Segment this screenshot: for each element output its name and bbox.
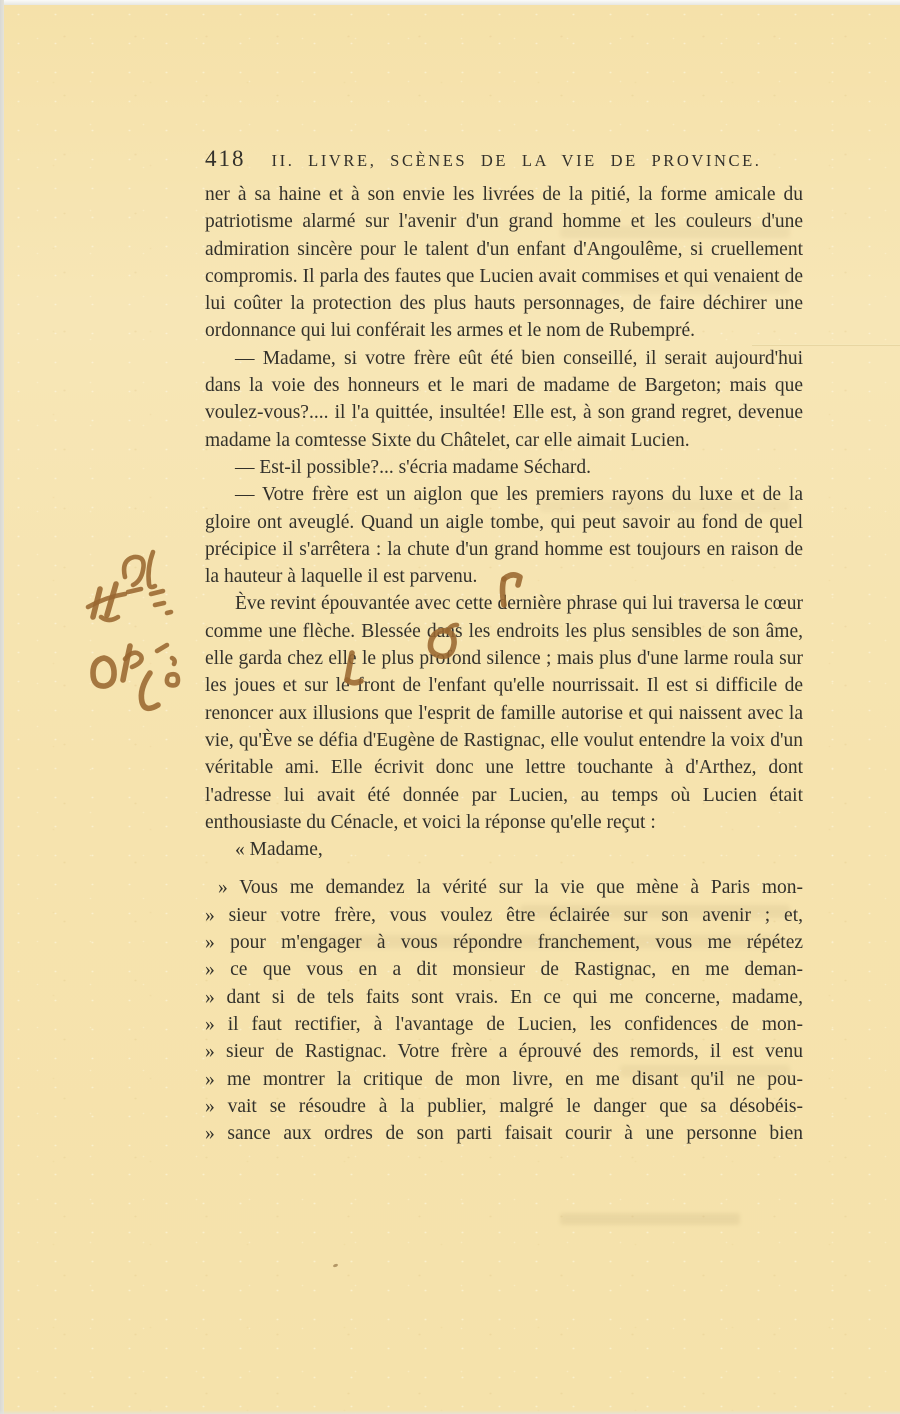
page-number: 418 xyxy=(205,146,246,171)
letter-line: » sieur votre frère, vous voulez être éclairée sur son avenir ; et, xyxy=(205,904,803,926)
paragraph: ner à sa haine et à son envie les livrées de la pitié, la forme amicale du patriotisme alarmé sur l'avenir d'un grand homme et les couleurs d'une admiration sincère pour le talent d'un enfant d'Angoulême, si cruellement compromis. Il parla des fautes que Lucien avait commises et qui venaient de lui coûter la protection des plus hauts personnages, de faire déchirer une ordonnance qui lui conférait les armes et le nom de Rubempré. xyxy=(205,184,803,342)
show-through-smudge xyxy=(560,1213,740,1225)
scan-edge-left xyxy=(0,0,4,1414)
handwritten-annotation-bottom xyxy=(93,645,178,708)
letter-line: » sieur de Rastignac. Votre frère a éprouvé des remords, il est venu xyxy=(205,1041,803,1063)
letter-line: » Vous me demandez la vérité sur la vie que mène à Paris mon- xyxy=(218,877,803,899)
ink-speck xyxy=(333,1263,339,1268)
letter-line: » ce que vous en a dit monsieur de Rastignac, en me deman- xyxy=(205,959,803,981)
scan-edge-bottom xyxy=(0,1410,900,1414)
letter-salutation: « Madame, xyxy=(235,839,323,861)
letter-line: » dant si de tels faits sont vrais. En ce qui me concerne, madame, xyxy=(205,986,803,1008)
letter-body xyxy=(205,874,803,1147)
paragraph: — Madame, si votre frère eût été bien conseillé, il serait aujourd'hui dans la voie des honneurs et le mari de madame de Bargeton; mais que voulez-vous?.... il l'a quittée, insultée! Elle est, à son grand regret, devenue madame la comtesse Sixte du Châtelet, car elle aimait Lucien. xyxy=(205,347,803,451)
text-column xyxy=(205,181,803,1147)
letter-line: » sance aux ordres de son parti faisait courir à une personne bien xyxy=(205,1123,803,1145)
scan-edge-top xyxy=(0,0,900,5)
paragraph: — Votre frère est un aiglon que les premiers rayons du luxe et de la gloire ont aveuglé. Quand un aigle tombe, qui peut savoir au fond de quel précipice il s'arrêtera : la chute d'un grand homme est toujours en raison de la hauteur à laquelle il est parvenu. xyxy=(205,484,803,588)
letter-line: » vait se résoudre à la publier, malgré le danger que sa désobéis- xyxy=(205,1095,803,1117)
running-title: II. LIVRE, SCÈNES DE LA VIE DE PROVINCE. xyxy=(271,151,762,170)
letter-line: » pour m'engager à vous répondre franchement, vous me répétez xyxy=(205,932,803,954)
paragraph: Ève revint épouvantée avec cette dernière phrase qui lui traversa le cœur comme une flèche. Blessée dans les endroits les plus sensibles de son âme, elle garda chez elle le plus profond silence ; mais plus d'une larme roula sur les joues et sur le front de l'enfant qu'elle nourrissait. Il est si difficile de renoncer aux illusions que l'esprit de famille autorise et qui naissent avec la vie, qu'Ève se défia d'Eugène de Rastignac, elle voulut entendre la voix d'un véritable ami. Elle écrivit donc une lettre touchante à d'Arthez, dont l'adresse lui avait été donnée par Lucien, au temps où Lucien était enthousiaste du Cénacle, et voici la réponse qu'elle reçut : xyxy=(205,593,803,833)
handwritten-annotation-top xyxy=(88,552,171,620)
running-header xyxy=(205,146,803,172)
letter-line: » il faut rectifier, à l'avantage de Lucien, les confidences de mon- xyxy=(205,1013,803,1035)
paragraph: — Est-il possible?... s'écria madame Séchard. xyxy=(235,456,592,478)
letter-line: » me montrer la critique de mon livre, en me disant qu'il ne pou- xyxy=(205,1068,803,1090)
